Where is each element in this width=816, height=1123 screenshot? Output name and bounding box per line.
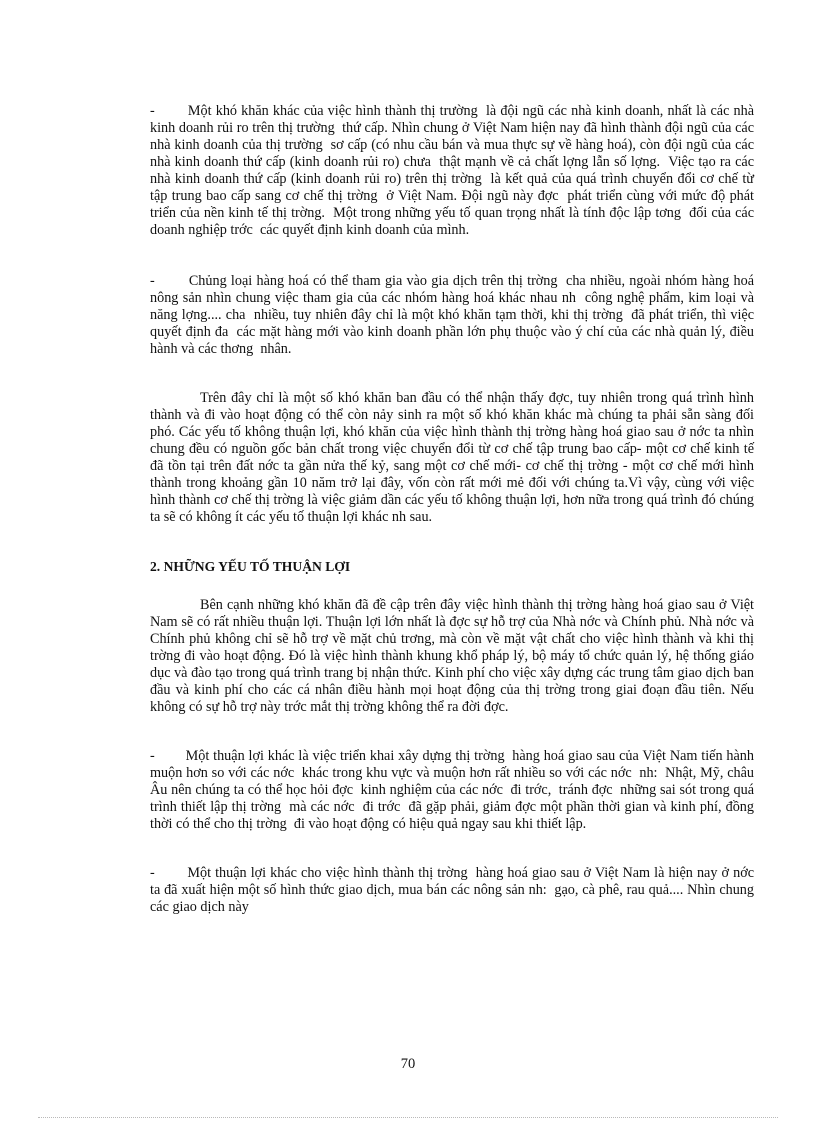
paragraph-3: Trên đây chỉ là một số khó khăn ban đầu có thể nhận thấy đợc, tuy nhiên trong quá trình hình thành và đi vào hoạt động có thể còn nảy sinh ra một số khó khăn khác mà chúng ta phải sẵn sàng đối phó. Các yếu tố không thuận lợi, khó khăn của việc hình thành thị trờng hàng hoá giao sau ở nớc ta nhìn chung đều có nguồn gốc bản chất trong việc chuyển đổi từ cơ chế tập trung bao cấp- một cơ chế kinh tế đã tồn tại trên đất nớc ta gần nửa thế kỷ, sang một cơ chế mới- cơ chế thị trờng - một cơ chế mới hình thành trong khoảng gần 10 năm trở lại đây, vốn còn rất mới mẻ đối với chúng ta.Vì vậy, cùng với việc hình thành cơ chế thị trờng là việc giảm dần các yếu tố không thuận lợi, hơn nữa trong quá trình đó chúng ta sẽ có không ít các yếu tố thuận lợi khác nh sau. — [150, 390, 754, 525]
paragraph-6: - Một thuận lợi khác cho việc hình thành thị trờng hàng hoá giao sau ở Việt Nam là hiện nay ở nớc ta đã xuất hiện một số hình thức giao dịch, mua bán các nông sản nh: gạo, cà phê, rau quả.... Nhìn chung các giao dịch này — [150, 865, 762, 915]
paragraph-1: - Một khó khăn khác của việc hình thành thị trường là đội ngũ các nhà kinh doanh, nhất là các nhà kinh doanh rủi ro trên thị trường thứ cấp. Nhìn chung ở Việt Nam hiện nay đã hình thành đội ngũ của các nhà kinh doanh của thị trường sơ cấp (có nhu cầu bán và mua thực sự về hàng hoá), còn đội ngũ của các nhà kinh doanh thứ cấp (kinh doanh rủi ro) chưa thật mạnh về cả chất lợng lẫn số lợng. Việc tạo ra các nhà kinh doanh thứ cấp (kinh doanh rủi ro) trên thị trờng là kết quả của quá trình chuyển đổi cơ chế từ tập trung bao cấp sang cơ chế thị trờng ở Việt Nam. Đội ngũ này đợc phát triển cùng với mức độ phát triển của nền kinh tế thị trờng. Một trong những yếu tố quan trọng nhất là tính độc lập tơng đối của các doanh nghiệp trớc các quyết định kinh doanh của mình. — [150, 103, 758, 238]
page-bottom-rule — [38, 1117, 778, 1118]
paragraph-4: Bên cạnh những khó khăn đã đề cập trên đây việc hình thành thị trờng hàng hoá giao sau ở Việt Nam sẽ có rất nhiều thuận lợi. Thuận lợi lớn nhất là đợc sự hỗ trợ của Nhà nớc và Chính phủ. Nhà nớc và Chính phủ không chỉ sẽ hỗ trợ về mặt chủ trơng, mà còn về mặt vật chất cho việc hình thành và khi thị trờng đi vào hoạt động. Đó là việc hình thành khung khổ pháp lý, bộ máy tổ chức quản lý, hệ thống giáo dục và đào tạo trong quá trình trang bị nhận thức. Kinh phí cho việc xây dựng các trung tâm giao dịch ban đầu và kinh phí cho các cá nhân điều hành mọi hoạt động của thị trờng trong giai đoạn đầu tiên. Nếu không có sự hỗ trợ này trớc mắt thị trờng không thể ra đời đợc. — [150, 597, 754, 715]
paragraph-5: - Một thuận lợi khác là việc triển khai xây dựng thị trờng hàng hoá giao sau của Việt Nam tiến hành muộn hơn so với các nớc khác trong khu vực và muộn hơn rất nhiều so với các nớc nh: Nhật, Mỹ, châu Âu nên chúng ta có thể học hỏi đợc kinh nghiệm của các nớc đi trớc, tránh đợc những sai sót trong quá trình thiết lập thị trờng mà các nớc đi trớc đã gặp phải, giảm đợc một phần thời gian và kinh phí, đồng thời có thể cho thị trờng đi vào hoạt động có hiệu quả ngay sau khi thiết lập. — [150, 748, 758, 832]
page-body — [150, 103, 762, 916]
page-number: 70 — [400, 1056, 416, 1072]
paragraph-2: - Chủng loại hàng hoá có thể tham gia vào gia dịch trên thị trờng cha nhiều, ngoài nhóm hàng hoá nông sản nhìn chung việc tham gia của các nhóm hàng hoá khác nhau nh công nghệ phẩm, kim loại và năng lợng.... cha nhiều, tuy nhiên đây chỉ là một khó khăn tạm thời, khi thị trờng đã phát triển, thì việc quyết định đa các mặt hàng mới vào kinh doanh phần lớn phụ thuộc vào ý chí của các nhà quản lý, điều hành và các thơng nhân. — [150, 273, 758, 357]
section-heading: 2. NHỮNG YẾU TỐ THUẬN LỢI — [150, 559, 351, 574]
